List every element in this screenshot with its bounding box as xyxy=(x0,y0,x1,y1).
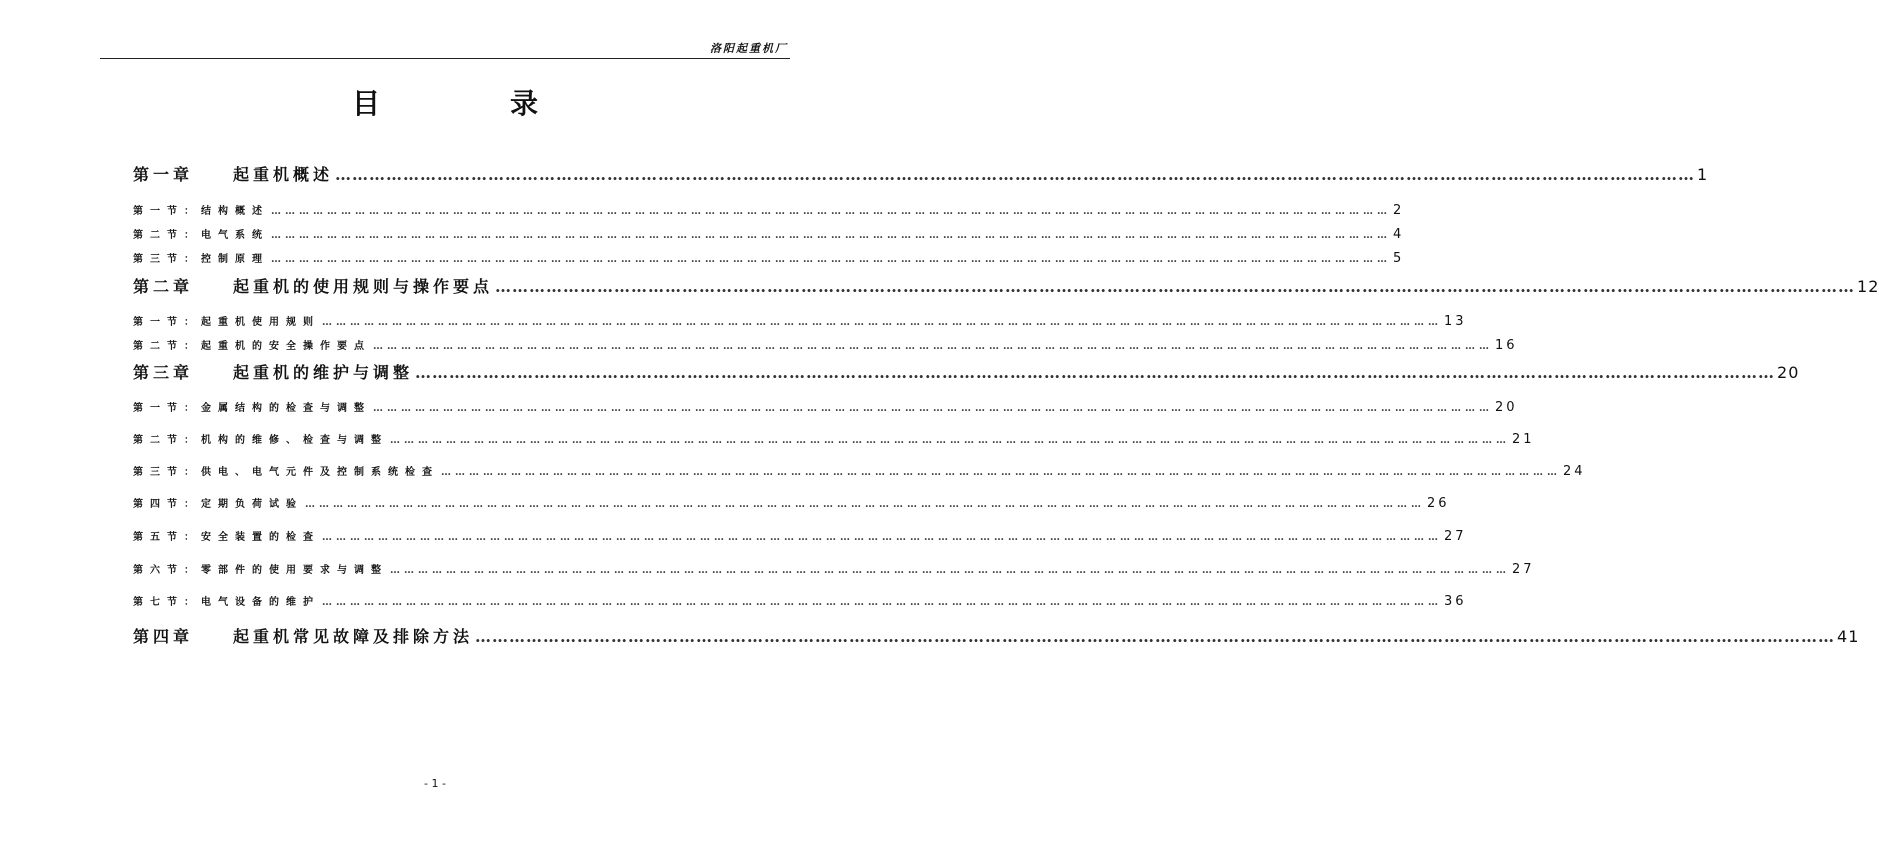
leader-dots: …………………………………………………………………………………………………………………………………………………………………………………………………………………… xyxy=(322,532,1442,543)
toc-section[interactable] xyxy=(133,250,1405,266)
page-number: 26 xyxy=(1427,496,1450,511)
toc-section[interactable] xyxy=(133,593,1467,609)
toc-section[interactable] xyxy=(133,226,1405,242)
leader-dots: …………………………………………………………………………………………………………………………………………………………………………………………………………………… xyxy=(373,341,1493,352)
page-number: 13 xyxy=(1444,314,1467,329)
toc-chapter[interactable] xyxy=(133,624,1860,648)
title-char-2: 录 xyxy=(510,87,539,120)
section-title: 第二节：机构的维修、检查与调整 xyxy=(133,435,388,446)
leader-dots: …………………………………………………………………………………………………………………………………………………………………………………………………………………… xyxy=(373,403,1493,414)
leader-dots: …………………………………………………………………………………………………………………………………………………………………………………………………………………… xyxy=(322,597,1442,608)
leader-dots: …………………………………………………………………………………………………………………………………………………………………………………………………………………… xyxy=(271,254,1391,265)
toc-chapter[interactable] xyxy=(133,162,1709,186)
section-title: 第一节：金属结构的检查与调整 xyxy=(133,403,371,414)
toc-chapter[interactable] xyxy=(133,274,1879,298)
leader-dots: …………………………………………………………………………………………………………………………………………………………………………………………………………………… xyxy=(390,565,1510,576)
section-title: 第六节：零部件的使用要求与调整 xyxy=(133,565,388,576)
chapter-number: 第三章 xyxy=(133,363,194,382)
footer-page-number: - 1 - xyxy=(424,777,446,790)
section-title: 第五节：安全装置的检查 xyxy=(133,532,320,543)
section-title: 第三节：控制原理 xyxy=(133,254,269,265)
page-number: 4 xyxy=(1393,227,1405,242)
section-title: 第四节：定期负荷试验 xyxy=(133,499,303,510)
page-number: 27 xyxy=(1444,529,1467,544)
header-company: 洛阳起重机厂 xyxy=(710,42,788,55)
toc-section[interactable] xyxy=(133,313,1467,329)
chapter-number: 第四章 xyxy=(133,627,194,646)
page-number: 21 xyxy=(1512,432,1535,447)
toc-chapter[interactable] xyxy=(133,360,1800,384)
toc-section[interactable] xyxy=(133,463,1586,479)
leader-dots: …………………………………………………………………………………………………………………………………………………………………………………………………………………… xyxy=(415,363,1776,382)
page-number: 24 xyxy=(1563,464,1586,479)
leader-dots: …………………………………………………………………………………………………………………………………………………………………………………………………………………… xyxy=(441,467,1561,478)
page-number: 16 xyxy=(1495,338,1518,353)
page-number: 1 xyxy=(1697,165,1709,184)
chapter-title: 起重机概述 xyxy=(233,165,334,184)
page-number: 5 xyxy=(1393,251,1405,266)
toc-section[interactable] xyxy=(133,528,1467,544)
chapter-number: 第一章 xyxy=(133,165,194,184)
page-number: 2 xyxy=(1393,203,1405,218)
chapter-title: 起重机的使用规则与操作要点 xyxy=(233,277,494,296)
leader-dots: …………………………………………………………………………………………………………………………………………………………………………………………………………………… xyxy=(495,277,1856,296)
table-of-contents xyxy=(133,0,1879,842)
leader-dots: …………………………………………………………………………………………………………………………………………………………………………………………………………………… xyxy=(271,230,1391,241)
chapter-title: 起重机的维护与调整 xyxy=(233,363,414,382)
toc-section[interactable] xyxy=(133,561,1535,577)
section-title: 第一节：起重机使用规则 xyxy=(133,317,320,328)
page-number: 27 xyxy=(1512,562,1535,577)
section-title: 第三节：供电、电气元件及控制系统检查 xyxy=(133,467,439,478)
leader-dots: …………………………………………………………………………………………………………………………………………………………………………………………………………………… xyxy=(390,435,1510,446)
leader-dots: …………………………………………………………………………………………………………………………………………………………………………………………………………………… xyxy=(475,627,1836,646)
toc-section[interactable] xyxy=(133,337,1518,353)
toc-section[interactable] xyxy=(133,431,1535,447)
chapter-number: 第二章 xyxy=(133,277,194,296)
page-number: 20 xyxy=(1777,363,1800,382)
leader-dots: …………………………………………………………………………………………………………………………………………………………………………………………………………………… xyxy=(271,206,1391,217)
page-number: 20 xyxy=(1495,400,1518,415)
section-title: 第二节：起重机的安全操作要点 xyxy=(133,341,371,352)
section-title: 第七节：电气设备的维护 xyxy=(133,597,320,608)
chapter-title: 起重机常见故障及排除方法 xyxy=(233,627,474,646)
page-number: 41 xyxy=(1837,627,1860,646)
page-number: 12 xyxy=(1857,277,1879,296)
toc-section[interactable] xyxy=(133,202,1405,218)
page-number: 36 xyxy=(1444,594,1467,609)
section-title: 第二节：电气系统 xyxy=(133,230,269,241)
toc-section[interactable] xyxy=(133,495,1450,511)
leader-dots: …………………………………………………………………………………………………………………………………………………………………………………………………………………… xyxy=(305,499,1425,510)
leader-dots: …………………………………………………………………………………………………………………………………………………………………………………………………………………… xyxy=(335,165,1696,184)
toc-section[interactable] xyxy=(133,399,1518,415)
section-title: 第一节：结构概述 xyxy=(133,206,269,217)
leader-dots: …………………………………………………………………………………………………………………………………………………………………………………………………………………… xyxy=(322,317,1442,328)
title-char-1: 目 xyxy=(352,87,381,120)
